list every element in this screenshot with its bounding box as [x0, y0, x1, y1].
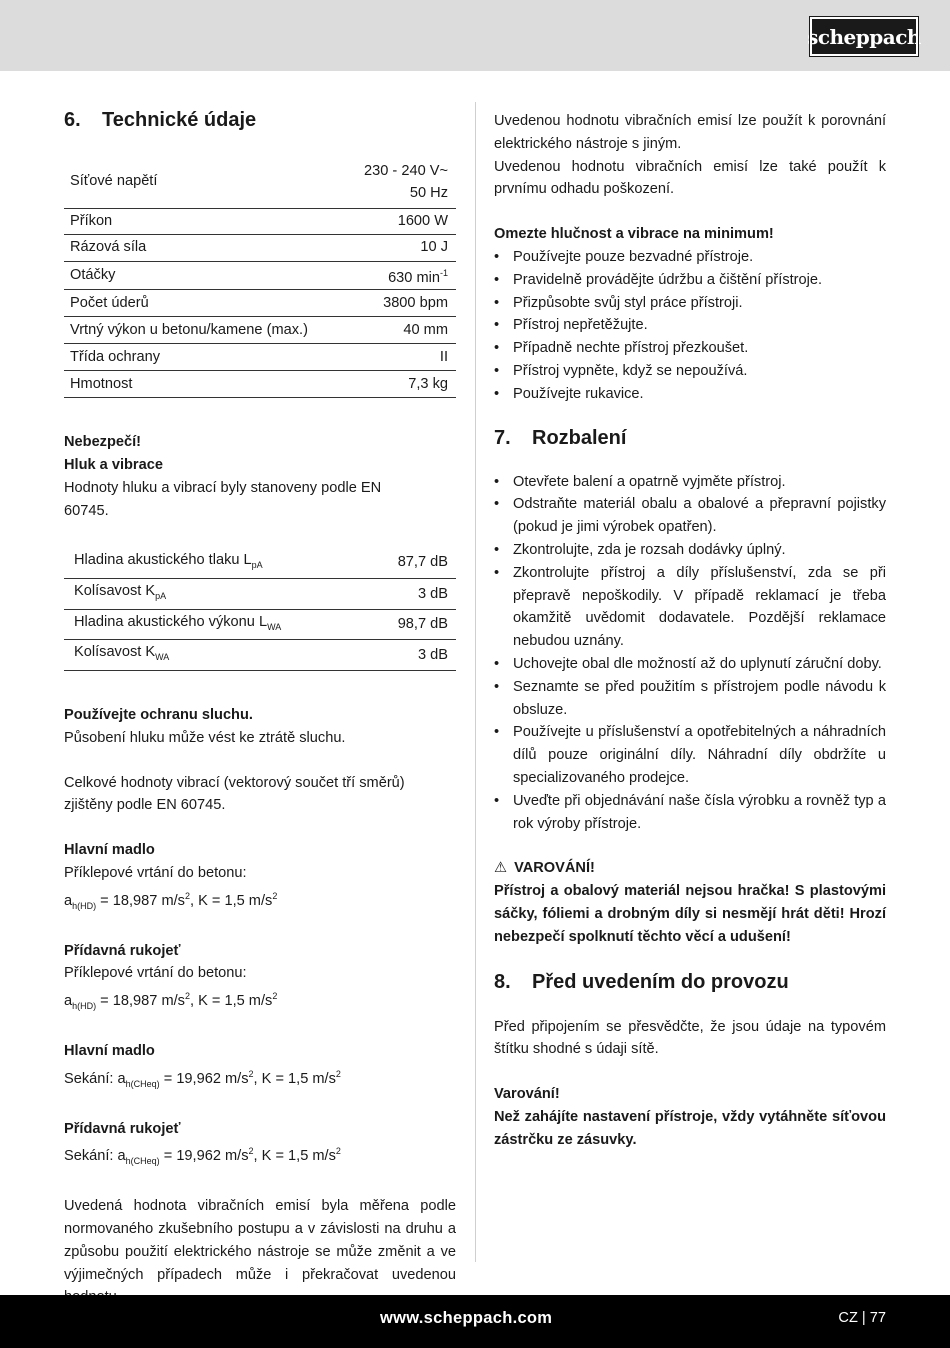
- vibration-sup: 2: [335, 1146, 341, 1157]
- list-item-text: Uveďte při objednávání naše čísla výrobku a rovněž typ a rok výroby přístroje.: [513, 792, 886, 832]
- bullet-icon: •: [494, 724, 500, 741]
- vibration-sup: 2: [184, 890, 190, 901]
- pre-operation-text: Před připojením se přesvědčte, že jsou údaje na typovém štítku shodné s údaji sítě.: [494, 1018, 886, 1058]
- vibration-k: , K = 1,5 m/s: [253, 1148, 336, 1165]
- noise-label-text: Hladina akustického výkonu L: [74, 613, 268, 630]
- vibration-mode: Příklepové vrtání do betonu:: [64, 864, 247, 881]
- list-item: [494, 562, 886, 653]
- bullet-icon: •: [494, 473, 500, 490]
- list-item-text: Otevřete balení a opatrně vyjměte přístroj.: [513, 473, 786, 490]
- list-item: [494, 360, 886, 383]
- noise-label-sub: WA: [155, 652, 170, 663]
- table-row: [64, 261, 456, 290]
- vibration-block: [64, 839, 456, 917]
- vibration-sup: 2: [272, 890, 278, 901]
- warning-title: Varování!: [494, 1086, 560, 1103]
- page-footer: [0, 1295, 950, 1348]
- table-row: [64, 639, 456, 670]
- bullet-icon: •: [494, 655, 500, 672]
- vibration-block: [64, 1040, 456, 1096]
- vibration-block: [64, 940, 456, 1018]
- spec-label: Hmotnost: [64, 371, 346, 398]
- list-item: [494, 292, 886, 315]
- vibration-number: = 19,962 m/s: [159, 1148, 249, 1165]
- list-item: [494, 269, 886, 292]
- vibration-sup: 2: [272, 991, 278, 1002]
- spec-value: 10 J: [346, 234, 456, 261]
- list-item: [494, 314, 886, 337]
- vibration-title: Hlavní madlo: [64, 842, 155, 859]
- noise-label: [64, 639, 365, 670]
- bullet-icon: •: [494, 248, 500, 265]
- vibration-prefix: a: [64, 993, 73, 1010]
- table-row: [64, 234, 456, 261]
- table-row: [64, 547, 456, 578]
- bullet-icon: •: [494, 541, 500, 558]
- page-header: [0, 0, 950, 71]
- vibration-sub: h(HD): [72, 900, 97, 911]
- list-item-text: Odstraňte materiál obalu a obalové a přepravní pojistky (pokud je jimi výrobek opatřen).: [513, 496, 886, 536]
- vibration-value: [64, 1140, 456, 1173]
- list-item: [494, 653, 886, 676]
- spec-value: II: [346, 344, 456, 371]
- warning-text: Než zahájíte nastavení přístroje, vždy vytáhněte síťovou zástrčku ze zásuvky.: [494, 1108, 886, 1148]
- spec-value: 7,3 kg: [346, 371, 456, 398]
- noise-value: 3 dB: [365, 578, 456, 609]
- vibration-prefix: a: [64, 892, 73, 909]
- vibration-sub: h(CHeq): [125, 1078, 160, 1089]
- list-item-text: Přístroj vypněte, když se nepoužívá.: [513, 362, 748, 379]
- list-item: [494, 471, 886, 494]
- vibration-estimate-text: Uvedenou hodnotu vibračních emisí lze také použít k prvnímu odhadu poškození.: [494, 158, 886, 198]
- noise-label-sub: pA: [251, 559, 263, 570]
- spec-value: 40 mm: [346, 317, 456, 344]
- vibration-title: Přídavná rukojeť: [64, 942, 181, 959]
- section-7-heading: [494, 424, 886, 452]
- vibration-comparison-text: Uvedenou hodnotu vibračních emisí lze použít k porovnání elektrického nástroje s jiným.: [494, 113, 886, 152]
- table-row: [64, 578, 456, 609]
- right-column: [494, 110, 886, 1151]
- spec-label: Třída ochrany: [64, 344, 346, 371]
- vibration-value: [64, 1063, 456, 1096]
- vibration-sub: h(CHeq): [125, 1156, 160, 1167]
- vibration-k: , K = 1,5 m/s: [253, 1070, 336, 1087]
- spec-label: Příkon: [64, 208, 346, 234]
- section-title: Rozbalení: [532, 426, 627, 449]
- noise-label-text: Kolísavost K: [74, 583, 156, 600]
- warning-title: [494, 857, 886, 880]
- list-item: [494, 246, 886, 269]
- bullet-icon: •: [494, 294, 500, 311]
- list-item-text: Zkontrolujte, zda je rozsah dodávky úplný.: [513, 541, 786, 558]
- vibration-number: = 18,987 m/s: [96, 892, 185, 909]
- section-number: 6.: [64, 109, 81, 131]
- unpacking-list: [494, 471, 886, 836]
- noise-label: [64, 547, 365, 578]
- list-item: [494, 539, 886, 562]
- noise-label: [64, 578, 365, 609]
- spec-label: Vrtný výkon u betonu/kamene (max.): [64, 317, 346, 344]
- noise-label-text: Kolísavost K: [74, 644, 156, 661]
- spec-value-text: 630 min: [388, 269, 440, 286]
- list-item: [494, 493, 886, 539]
- vibration-number: = 18,987 m/s: [96, 993, 185, 1010]
- list-item-text: Uchovejte obal dle možností až do uplynutí záruční doby.: [513, 655, 882, 672]
- vibration-mode: Příklepové vrtání do betonu:: [64, 965, 247, 982]
- noise-value: 87,7 dB: [365, 547, 456, 578]
- vibration-number: = 19,962 m/s: [159, 1070, 249, 1087]
- list-item-text: Používejte rukavice.: [513, 385, 644, 402]
- spec-label: Počet úderů: [64, 290, 346, 317]
- warning-title-text: VAROVÁNÍ!: [514, 860, 595, 877]
- section-title: Technické údaje: [102, 109, 257, 131]
- bullet-icon: •: [494, 678, 500, 695]
- bullet-icon: •: [494, 271, 500, 288]
- table-row: [64, 317, 456, 344]
- vibration-sup: 2: [184, 991, 190, 1002]
- spec-value-line2: 50 Hz: [409, 184, 448, 201]
- warning-text: Přístroj a obalový materiál nejsou hračka! S plastovými sáčky, fóliemi a drobným díly si nesmějí hrát děti! Hrozí nebezpečí spolknutí těchto věcí a udušení!: [494, 883, 886, 945]
- hearing-text: Působení hluku může vést ke ztrátě sluchu.: [64, 729, 346, 746]
- noise-label-sub: pA: [155, 591, 167, 602]
- table-row: [64, 290, 456, 317]
- spec-label: Rázová síla: [64, 234, 346, 261]
- bullet-icon: •: [494, 792, 500, 809]
- noise-intro: Hodnoty hluku a vibrací byly stanoveny podle EN 60745.: [64, 479, 382, 519]
- vibration-value: [64, 985, 456, 1018]
- bullet-icon: •: [494, 340, 500, 357]
- noise-label: [64, 609, 365, 639]
- list-item: [494, 676, 886, 722]
- noise-label-text: Hladina akustického tlaku L: [74, 551, 252, 568]
- section-number: 7.: [494, 426, 511, 449]
- vibration-title: Přídavná rukojeť: [64, 1120, 181, 1137]
- table-row: [64, 156, 456, 208]
- spec-value: [346, 156, 456, 208]
- table-row: [64, 344, 456, 371]
- list-item-text: Používejte pouze bezvadné přístroje.: [513, 248, 754, 265]
- vibration-prefix: Sekání: a: [64, 1070, 126, 1087]
- website-link[interactable]: www.scheppach.com: [380, 1309, 553, 1327]
- section-8-heading: [494, 968, 886, 996]
- danger-subtitle: Hluk a vibrace: [64, 457, 163, 474]
- spec-value-sup: -1: [439, 267, 448, 278]
- left-column: [64, 106, 456, 1309]
- vibration-sup: 2: [335, 1068, 341, 1079]
- list-item-text: Přístroj nepřetěžujte.: [513, 317, 648, 334]
- list-item: [494, 790, 886, 836]
- vibration-sup: 2: [248, 1068, 254, 1079]
- bullet-icon: •: [494, 362, 500, 379]
- list-item: [494, 337, 886, 360]
- minimize-list: [494, 246, 886, 406]
- vibration-k: , K = 1,5 m/s: [189, 993, 273, 1010]
- list-item-text: Seznamte se před použitím s přístrojem podle návodu k obsluze.: [513, 678, 886, 718]
- vibration-title: Hlavní madlo: [64, 1042, 155, 1059]
- list-item-text: Pravidelně provádějte údržbu a čištění přístroje.: [513, 271, 823, 288]
- hearing-title: Používejte ochranu sluchu.: [64, 706, 253, 723]
- page-number: CZ | 77: [838, 1310, 886, 1326]
- table-row: [64, 609, 456, 639]
- spec-label: Otáčky: [64, 261, 346, 290]
- bullet-icon: •: [494, 564, 500, 581]
- vibration-value: [64, 885, 456, 918]
- noise-table: [64, 547, 456, 671]
- vibration-sub: h(HD): [72, 1001, 97, 1012]
- minimize-title: Omezte hlučnost a vibrace na minimum!: [494, 226, 774, 243]
- danger-title: Nebezpečí!: [64, 434, 142, 451]
- table-row: [64, 208, 456, 234]
- list-item-text: Přizpůsobte svůj styl práce přístroji.: [513, 294, 743, 311]
- bullet-icon: •: [494, 496, 500, 513]
- spec-value-line1: 230 - 240 V~: [364, 162, 448, 179]
- section-title: Před uvedením do provozu: [532, 970, 789, 993]
- table-row: [64, 371, 456, 398]
- list-item: [494, 721, 886, 789]
- scheppach-logo: scheppach: [810, 17, 918, 56]
- vibration-total: Celkové hodnoty vibrací (vektorový součet tří směrů) zjištěny podle EN 60745.: [64, 774, 405, 814]
- spec-value: 3800 bpm: [346, 290, 456, 317]
- vibration-prefix: Sekání: a: [64, 1148, 126, 1165]
- list-item-text: Případně nechte přístroj přezkoušet.: [513, 340, 749, 357]
- vibration-sup: 2: [248, 1146, 254, 1157]
- noise-value: 98,7 dB: [365, 609, 456, 639]
- spec-value: [346, 261, 456, 290]
- bullet-icon: •: [494, 317, 500, 334]
- spec-label: Síťové napětí: [64, 156, 346, 208]
- section-6-heading: [64, 106, 456, 134]
- vibration-k: , K = 1,5 m/s: [189, 892, 273, 909]
- bullet-icon: •: [494, 385, 500, 402]
- noise-label-sub: WA: [267, 621, 282, 632]
- list-item: [494, 383, 886, 406]
- section-number: 8.: [494, 970, 511, 993]
- noise-value: 3 dB: [365, 639, 456, 670]
- spec-value: 1600 W: [346, 208, 456, 234]
- vibration-note: Uvedená hodnota vibračních emisí byla měřena podle normovaného zkušebního postupu a v závislosti na druhu a způsobu použití elektrického nástroje se může změnit a ve výjimečných případech může i překračovat uvedenou: [64, 1198, 456, 1283]
- list-item-text: Zkontrolujte přístroj a díly příslušenství, zda se při přepravě nepoškodily. V případě reklamací je třeba okamžitě uvědomit dodavatele. Pozdější reklamace nebudou uznány.: [513, 564, 886, 650]
- list-item-text: Používejte u příslušenství a opotřebitelných a náhradních dílů pouze originální díly. Náhradní díly obdržíte u specializovaného prodejce.: [513, 724, 886, 786]
- column-divider: [475, 102, 476, 1262]
- spec-table: [64, 156, 456, 398]
- vibration-block: [64, 1118, 456, 1174]
- warning-triangle-icon: ⚠: [494, 860, 508, 877]
